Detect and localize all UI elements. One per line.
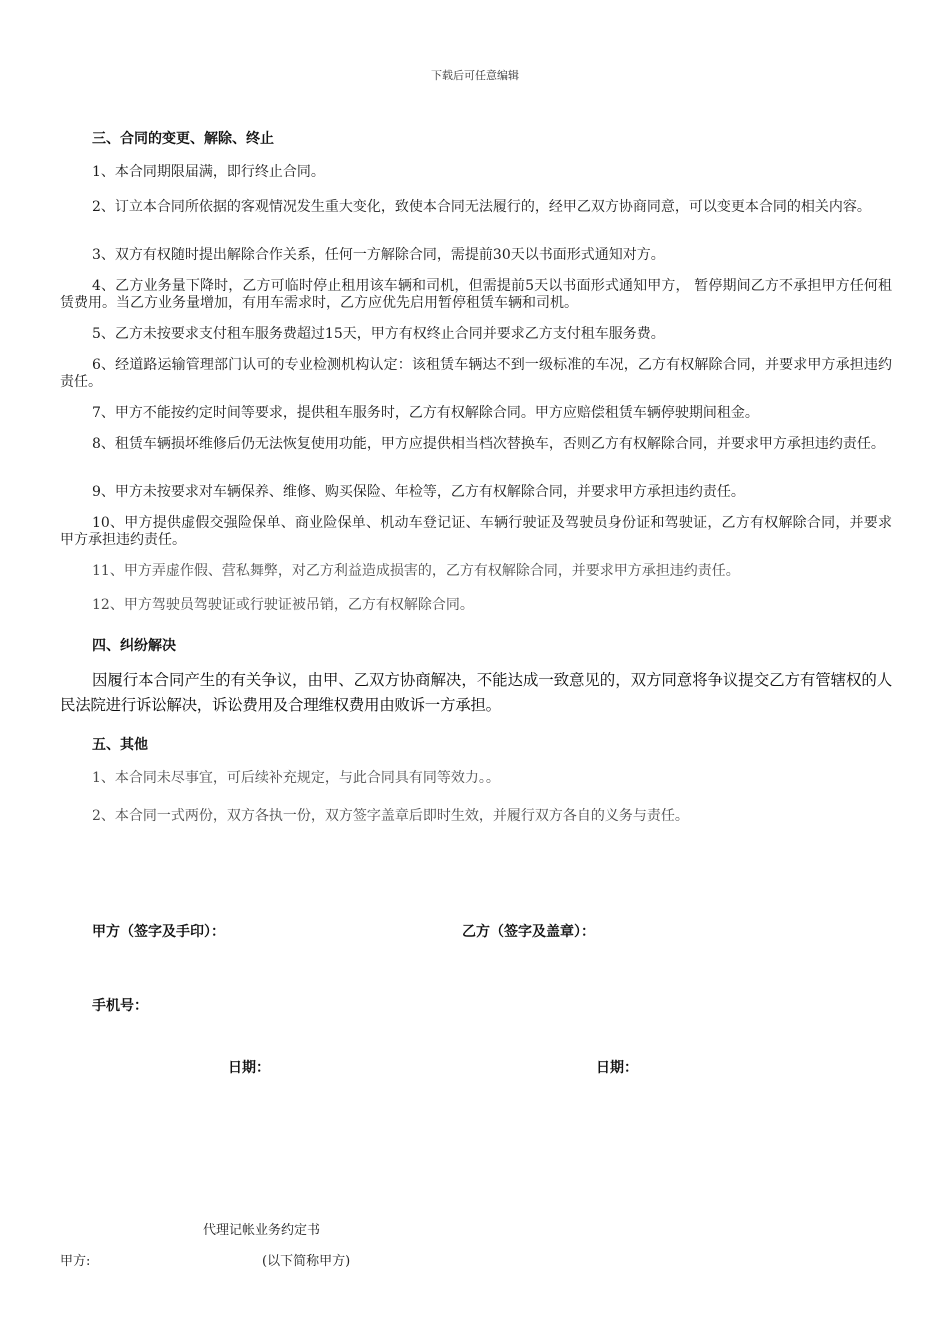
section-5-title: 五、其他 bbox=[92, 737, 148, 753]
clause-5-1: 1、本合同未尽事宜，可后续补充规定，与此合同具有同等效力。。 bbox=[92, 770, 500, 786]
clause-3-4: 4、乙方业务量下降时，乙方可临时停止租用该车辆和司机，但需提前5天以书面形式通知甲方， 暂停期间乙方不承担甲方任何租赁费用。当乙方业务量增加，有用车需求时，乙方应优先启用暂停租赁车辆和司机。 bbox=[60, 278, 892, 311]
clause-3-10: 10、甲方提供虚假交强险保单、商业险保单、机动车登记证、车辆行驶证及驾驶员身份证和驾驶证，乙方有权解除合同，并要求甲方承担违约责任。 bbox=[60, 515, 892, 548]
party-a-date-label: 日期： bbox=[228, 1060, 270, 1076]
clause-3-7: 7、甲方不能按约定时间等要求，提供租车服务时，乙方有权解除合同。甲方应赔偿租赁车辆停驶期间租金。 bbox=[92, 405, 759, 421]
party-a-note: (以下简称甲方) bbox=[262, 1254, 351, 1269]
clause-3-2: 2、订立本合同所依据的客观情况发生重大变化，致使本合同无法履行的，经甲乙双方协商同意，可以变更本合同的相关内容。 bbox=[92, 199, 871, 215]
section-3-title: 三、合同的变更、解除、终止 bbox=[92, 131, 274, 147]
party-b-signature-label: 乙方（签字及盖章）： bbox=[462, 924, 595, 940]
clause-3-12: 12、甲方驾驶员驾驶证或行驶证被吊销，乙方有权解除合同。 bbox=[92, 597, 474, 613]
header-watermark: 下载后可任意编辑 bbox=[431, 69, 519, 82]
party-b-date-label: 日期： bbox=[596, 1060, 638, 1076]
party-a-label: 甲方: bbox=[60, 1254, 91, 1269]
phone-label: 手机号： bbox=[92, 998, 148, 1014]
next-document-title: 代理记帐业务约定书 bbox=[203, 1223, 321, 1238]
clause-3-1: 1、本合同期限届满，即行终止合同。 bbox=[92, 164, 325, 180]
clause-3-8: 8、租赁车辆损坏维修后仍无法恢复使用功能，甲方应提供相当档次替换车，否则乙方有权解除合同，并要求甲方承担违约责任。 bbox=[92, 436, 885, 452]
clause-3-9: 9、甲方未按要求对车辆保养、维修、购买保险、年检等，乙方有权解除合同，并要求甲方承担违约责任。 bbox=[92, 484, 745, 500]
section-4-title: 四、纠纷解决 bbox=[92, 638, 176, 654]
dispute-resolution-text: 因履行本合同产生的有关争议，由甲、乙双方协商解决，不能达成一致意见的，双方同意将争议提交乙方有管辖权的人民法院进行诉讼解决，诉讼费用及合理维权费用由败诉一方承担。 bbox=[60, 671, 892, 714]
clause-3-3: 3、双方有权随时提出解除合作关系，任何一方解除合同，需提前30天以书面形式通知对方。 bbox=[92, 247, 665, 263]
clause-5-2: 2、本合同一式两份，双方各执一份，双方签字盖章后即时生效，并履行双方各自的义务与责任。 bbox=[92, 808, 689, 824]
clause-3-11: 11、甲方弄虚作假、营私舞弊，对乙方利益造成损害的，乙方有权解除合同，并要求甲方承担违约责任。 bbox=[92, 563, 740, 579]
clause-3-6: 6、经道路运输管理部门认可的专业检测机构认定：该租赁车辆达不到一级标准的车况，乙方有权解除合同，并要求甲方承担违约责任。 bbox=[60, 357, 892, 390]
party-a-signature-label: 甲方（签字及手印）： bbox=[92, 924, 225, 940]
clause-3-5: 5、乙方未按要求支付租车服务费超过15天，甲方有权终止合同并要求乙方支付租车服务费。 bbox=[92, 326, 665, 342]
